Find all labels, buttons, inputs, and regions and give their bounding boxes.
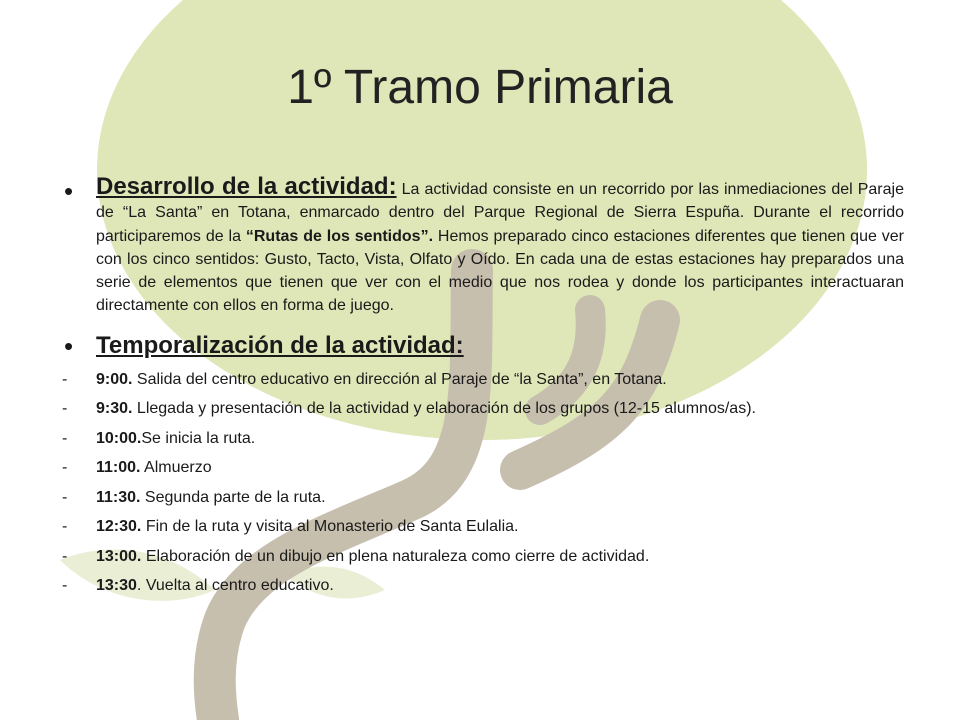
dash-icon: - bbox=[62, 400, 68, 418]
bullet-icon: • bbox=[64, 330, 74, 361]
schedule-text: Elaboración de un dibujo en plena naturaleza como cierre de actividad. bbox=[141, 547, 650, 565]
dash-icon: - bbox=[62, 577, 68, 595]
schedule-item bbox=[62, 429, 904, 449]
slide-title: 1º Tramo Primaria bbox=[287, 61, 673, 114]
schedule-item bbox=[62, 458, 904, 478]
schedule-time: 13:00. bbox=[96, 547, 142, 565]
schedule-text: Se inicia la ruta. bbox=[141, 429, 256, 447]
schedule-text: Llegada y presentación de la actividad y elaboración de los grupos (12-15 alumnos/as). bbox=[132, 400, 756, 418]
schedule-item bbox=[62, 488, 904, 508]
schedule-text: . Vuelta al centro educativo. bbox=[136, 577, 334, 595]
development-text-1: La actividad consiste en un recorrido por las inmediaciones del Paraje de “La Santa” en Totana, enmarcado dentro del Parque Regional de Sierra Espuña. Durante el recorrido participaremos de la bbox=[96, 181, 904, 245]
dash-icon: - bbox=[62, 429, 68, 447]
development-heading: Desarrollo de la actividad: bbox=[96, 173, 397, 200]
schedule-time: 12:30. bbox=[96, 518, 142, 536]
schedule-time: 9:00. bbox=[96, 370, 133, 388]
schedule-time: 9:30. bbox=[96, 400, 133, 418]
schedule-time: 11:00. bbox=[96, 459, 141, 477]
schedule-time: 13:30 bbox=[96, 577, 137, 595]
development-text-2: Hemos preparado cinco estaciones diferentes que tienen que ver con los cinco sentidos: Gusto, Tacto, Vista, Olfato y Oído. En cada una de estas estaciones hay preparados una serie de elementos que tienen que ver con el medio que nos rodea y donde los participantes interactuaran directamente con ellos en forma de juego. bbox=[96, 227, 905, 315]
slide-content bbox=[62, 175, 904, 606]
bullet-development bbox=[62, 175, 904, 318]
dash-icon: - bbox=[62, 488, 68, 506]
schedule-time: 11:30. bbox=[96, 488, 141, 506]
schedule-item bbox=[62, 399, 904, 419]
dash-icon: - bbox=[62, 518, 68, 536]
schedule-list bbox=[62, 370, 904, 597]
schedule-item bbox=[62, 547, 904, 567]
schedule-text: Fin de la ruta y visita al Monasterio de Santa Eulalia. bbox=[141, 518, 519, 536]
schedule-text: Segunda parte de la ruta. bbox=[140, 488, 326, 506]
bullet-schedule bbox=[62, 330, 904, 362]
dash-icon: - bbox=[62, 459, 68, 477]
schedule-item bbox=[62, 370, 904, 390]
development-emphasis: “Rutas de los sentidos”. bbox=[245, 227, 434, 245]
schedule-time: 10:00. bbox=[96, 429, 142, 447]
schedule-text: Salida del centro educativo en dirección al Paraje de “la Santa”, en Totana. bbox=[132, 370, 667, 388]
dash-icon: - bbox=[62, 370, 68, 388]
schedule-item bbox=[62, 576, 904, 596]
development-paragraph bbox=[96, 175, 904, 318]
bullet-icon: • bbox=[64, 176, 74, 206]
schedule-text: Almuerzo bbox=[140, 459, 212, 477]
schedule-item bbox=[62, 517, 904, 537]
dash-icon: - bbox=[62, 547, 68, 565]
schedule-heading: Temporalización de la actividad: bbox=[96, 331, 464, 359]
